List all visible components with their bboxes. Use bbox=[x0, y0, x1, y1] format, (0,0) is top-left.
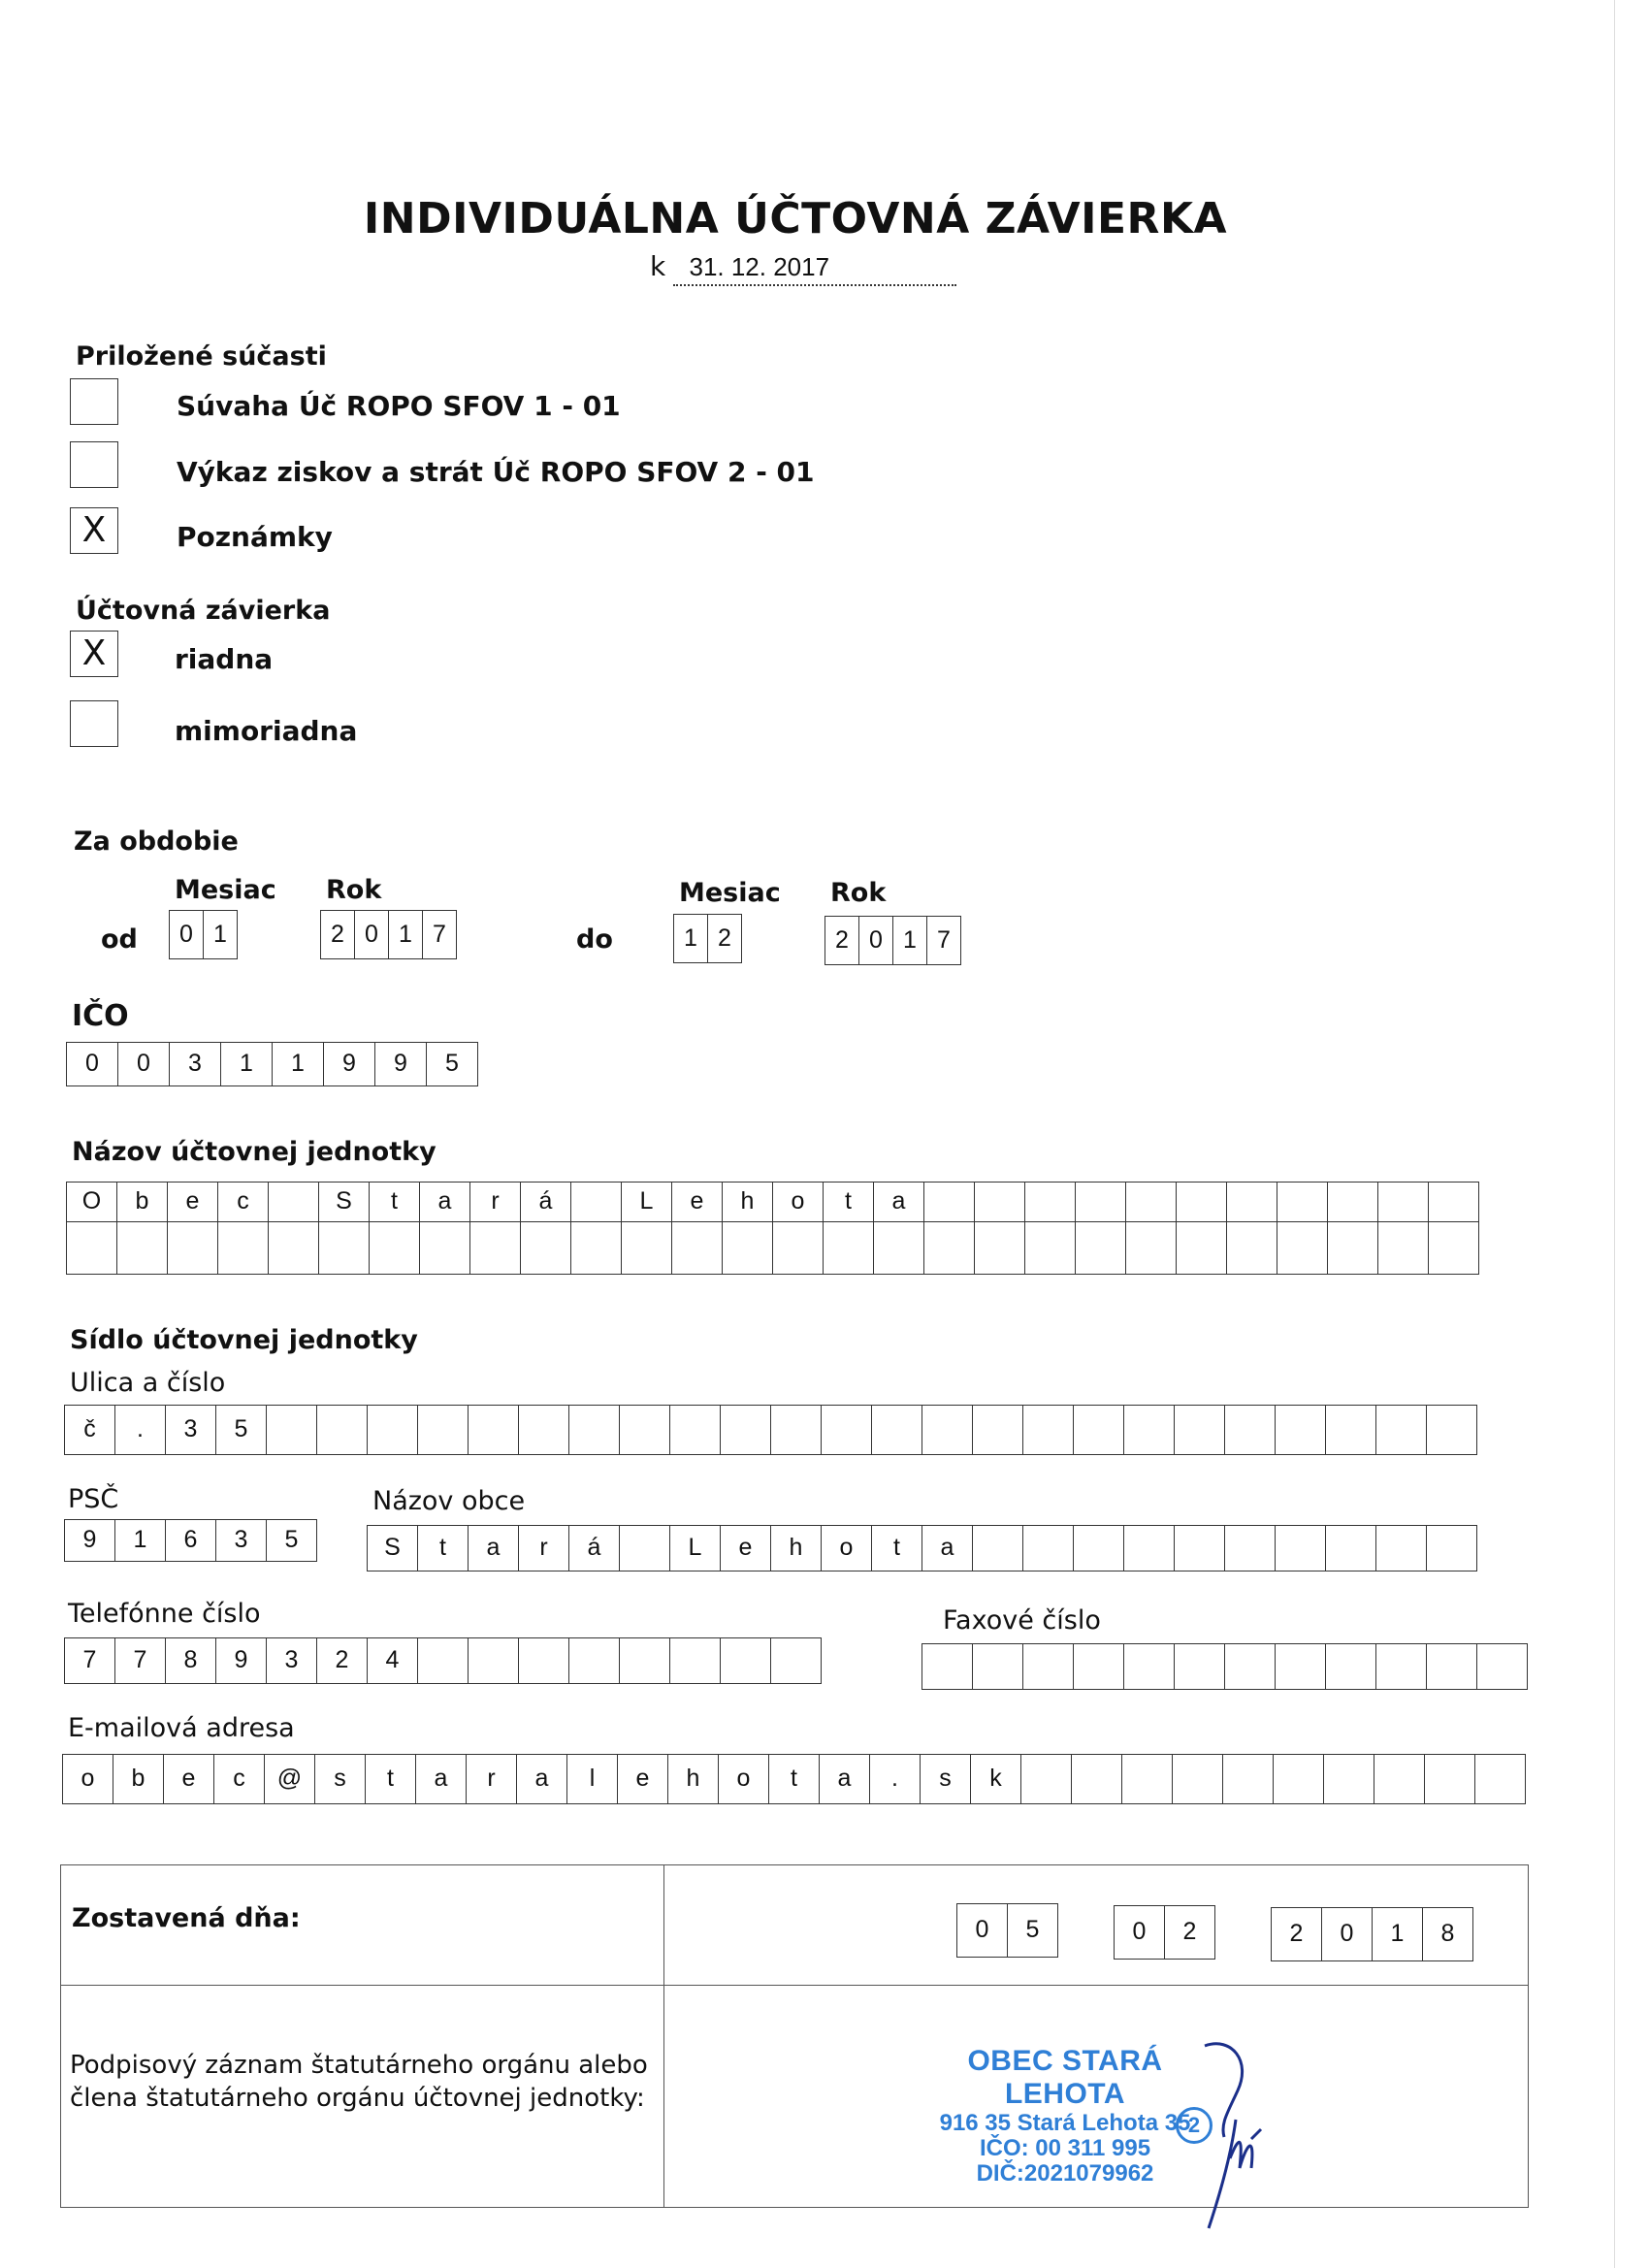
city-field[interactable] bbox=[367, 1525, 1477, 1571]
char-cell: 3 bbox=[267, 1638, 317, 1683]
checkbox-income-statement[interactable] bbox=[70, 441, 118, 488]
char-cell bbox=[822, 1406, 872, 1454]
checkbox-notes[interactable]: X bbox=[70, 507, 118, 554]
char-cell: l bbox=[567, 1755, 618, 1803]
char-cell: t bbox=[370, 1183, 420, 1221]
char-cell bbox=[267, 1406, 317, 1454]
char-cell bbox=[670, 1406, 721, 1454]
street-label: Ulica a číslo bbox=[70, 1368, 226, 1398]
char-cell bbox=[470, 1222, 521, 1274]
char-cell: 1 bbox=[1373, 1908, 1423, 1960]
char-cell: 2 bbox=[708, 915, 742, 962]
char-cell bbox=[620, 1638, 670, 1683]
char-cell bbox=[1177, 1222, 1227, 1274]
char-cell bbox=[1173, 1755, 1223, 1803]
income-statement-label: Výkaz ziskov a strát Úč ROPO SFOV 2 - 01 bbox=[177, 456, 815, 488]
char-cell bbox=[872, 1406, 922, 1454]
char-cell: 0 bbox=[859, 917, 893, 964]
char-cell: 1 bbox=[221, 1043, 273, 1085]
char-cell bbox=[924, 1183, 975, 1221]
char-cell: 2 bbox=[1272, 1908, 1322, 1960]
psc-label: PSČ bbox=[68, 1484, 119, 1514]
char-cell bbox=[418, 1406, 469, 1454]
to-month-label: Mesiac bbox=[679, 878, 781, 908]
char-cell bbox=[469, 1638, 519, 1683]
email-field[interactable] bbox=[62, 1754, 1526, 1804]
stamp-line-2: 916 35 Stará Lehota 35 bbox=[939, 2110, 1191, 2136]
char-cell bbox=[975, 1183, 1025, 1221]
compiled-year-field[interactable] bbox=[1271, 1907, 1473, 1961]
char-cell: t bbox=[769, 1755, 820, 1803]
char-cell: 0 bbox=[1322, 1908, 1373, 1960]
char-cell: 9 bbox=[324, 1043, 375, 1085]
char-cell bbox=[1378, 1183, 1429, 1221]
notes-label: Poznámky bbox=[177, 521, 333, 553]
char-cell bbox=[1122, 1755, 1173, 1803]
from-year-field[interactable] bbox=[320, 910, 457, 959]
char-cell bbox=[1326, 1526, 1376, 1571]
char-cell bbox=[269, 1183, 319, 1221]
char-cell bbox=[1177, 1183, 1227, 1221]
char-cell bbox=[1276, 1406, 1326, 1454]
char-cell bbox=[319, 1222, 370, 1274]
char-cell bbox=[519, 1406, 569, 1454]
char-cell: a bbox=[874, 1183, 924, 1221]
char-cell: S bbox=[319, 1183, 370, 1221]
char-cell: 2 bbox=[1165, 1906, 1215, 1959]
char-cell: 0 bbox=[1115, 1906, 1165, 1959]
char-cell: . bbox=[115, 1406, 166, 1454]
char-cell bbox=[723, 1222, 773, 1274]
city-label: Názov obce bbox=[372, 1486, 526, 1516]
char-cell bbox=[824, 1222, 874, 1274]
char-cell: 0 bbox=[170, 911, 204, 958]
char-cell bbox=[973, 1526, 1023, 1571]
char-cell bbox=[1023, 1644, 1074, 1689]
stamp-number-circle: 2 bbox=[1176, 2107, 1212, 2144]
balance-sheet-label: Súvaha Úč ROPO SFOV 1 - 01 bbox=[177, 390, 621, 422]
stamp-line-4: DIČ:2021079962 bbox=[976, 2160, 1154, 2187]
char-cell: s bbox=[921, 1755, 971, 1803]
char-cell bbox=[622, 1222, 672, 1274]
char-cell bbox=[269, 1222, 319, 1274]
char-cell bbox=[519, 1638, 569, 1683]
seat-heading: Sídlo účtovnej jednotky bbox=[70, 1325, 418, 1355]
char-cell bbox=[973, 1644, 1023, 1689]
char-cell: a bbox=[820, 1755, 870, 1803]
fax-label: Faxové číslo bbox=[943, 1605, 1101, 1636]
date-prefix: k bbox=[650, 250, 666, 282]
char-cell bbox=[521, 1222, 571, 1274]
char-cell: r bbox=[519, 1526, 569, 1571]
char-cell: b bbox=[117, 1183, 168, 1221]
to-year-label: Rok bbox=[830, 878, 887, 908]
char-cell: č bbox=[65, 1406, 115, 1454]
char-cell bbox=[620, 1526, 670, 1571]
char-cell: 0 bbox=[67, 1043, 118, 1085]
char-cell bbox=[1076, 1183, 1126, 1221]
char-cell: h bbox=[723, 1183, 773, 1221]
period-heading: Za obdobie bbox=[74, 826, 239, 857]
char-cell bbox=[975, 1222, 1025, 1274]
char-cell: 1 bbox=[115, 1520, 166, 1561]
char-cell bbox=[1076, 1222, 1126, 1274]
char-cell bbox=[771, 1406, 822, 1454]
ico-field[interactable] bbox=[66, 1042, 478, 1086]
char-cell bbox=[771, 1638, 822, 1683]
char-cell bbox=[569, 1638, 620, 1683]
char-cell: a bbox=[420, 1183, 470, 1221]
char-cell bbox=[1225, 1644, 1276, 1689]
char-cell: e bbox=[721, 1526, 771, 1571]
char-cell: 0 bbox=[355, 911, 389, 958]
stamp-line-3: IČO: 00 311 995 bbox=[979, 2135, 1151, 2161]
char-cell bbox=[1074, 1644, 1124, 1689]
char-cell: h bbox=[771, 1526, 822, 1571]
char-cell bbox=[569, 1406, 620, 1454]
char-cell bbox=[1276, 1526, 1326, 1571]
char-cell bbox=[1175, 1406, 1225, 1454]
char-cell bbox=[1429, 1183, 1479, 1221]
char-cell: a bbox=[922, 1526, 973, 1571]
char-cell bbox=[1021, 1755, 1072, 1803]
char-cell: e bbox=[672, 1183, 723, 1221]
stamp-line-1: OBEC STARÁ LEHOTA bbox=[967, 2045, 1163, 2110]
char-cell bbox=[218, 1222, 269, 1274]
signature-label-line-1: Podpisový záznam štatutárneho orgánu alebo bbox=[70, 2051, 648, 2080]
signature-stroke-tail bbox=[1209, 2120, 1236, 2228]
char-cell bbox=[469, 1406, 519, 1454]
char-cell bbox=[1072, 1755, 1122, 1803]
char-cell bbox=[1124, 1526, 1175, 1571]
char-cell: 1 bbox=[674, 915, 708, 962]
char-cell: 2 bbox=[321, 911, 355, 958]
char-cell bbox=[1328, 1183, 1378, 1221]
char-cell bbox=[1225, 1526, 1276, 1571]
closing-type-heading: Účtovná závierka bbox=[76, 596, 331, 626]
handwritten-signature bbox=[1116, 2023, 1271, 2246]
char-cell: a bbox=[517, 1755, 567, 1803]
char-cell: 0 bbox=[957, 1904, 1008, 1957]
char-cell bbox=[1374, 1755, 1425, 1803]
char-cell: c bbox=[218, 1183, 269, 1221]
char-cell bbox=[1223, 1755, 1274, 1803]
email-label: E-mailová adresa bbox=[68, 1713, 295, 1743]
psc-field[interactable] bbox=[64, 1519, 317, 1562]
char-cell bbox=[1477, 1644, 1528, 1689]
phone-field[interactable] bbox=[64, 1637, 822, 1684]
attachments-heading: Priložené súčasti bbox=[76, 341, 327, 372]
extraordinary-label: mimoriadna bbox=[175, 715, 358, 747]
char-cell bbox=[1425, 1755, 1475, 1803]
char-cell: 5 bbox=[216, 1406, 267, 1454]
char-cell bbox=[1274, 1755, 1324, 1803]
char-cell: 9 bbox=[375, 1043, 427, 1085]
char-cell: k bbox=[971, 1755, 1021, 1803]
char-cell: 5 bbox=[267, 1520, 317, 1561]
char-cell: t bbox=[872, 1526, 922, 1571]
char-cell: 5 bbox=[1008, 1904, 1058, 1957]
char-cell bbox=[1175, 1526, 1225, 1571]
char-cell: a bbox=[469, 1526, 519, 1571]
char-cell: O bbox=[67, 1183, 117, 1221]
char-cell: . bbox=[870, 1755, 921, 1803]
char-cell bbox=[1427, 1526, 1477, 1571]
char-cell: L bbox=[670, 1526, 721, 1571]
scan-edge bbox=[1614, 0, 1615, 2268]
char-cell bbox=[670, 1638, 721, 1683]
char-cell bbox=[1023, 1526, 1074, 1571]
char-cell bbox=[1376, 1406, 1427, 1454]
from-month-label: Mesiac bbox=[175, 875, 276, 905]
char-cell: t bbox=[366, 1755, 416, 1803]
char-cell: r bbox=[467, 1755, 517, 1803]
to-label: do bbox=[576, 924, 613, 955]
char-cell: t bbox=[824, 1183, 874, 1221]
char-cell: s bbox=[315, 1755, 366, 1803]
char-cell bbox=[1227, 1183, 1277, 1221]
char-cell bbox=[571, 1183, 622, 1221]
char-cell: á bbox=[569, 1526, 620, 1571]
closing-date bbox=[650, 250, 956, 286]
char-cell: a bbox=[416, 1755, 467, 1803]
char-cell: 1 bbox=[389, 911, 423, 958]
char-cell: 1 bbox=[893, 917, 927, 964]
char-cell bbox=[117, 1222, 168, 1274]
signature-label bbox=[70, 2049, 648, 2115]
char-cell: c bbox=[214, 1755, 265, 1803]
char-cell bbox=[1225, 1406, 1276, 1454]
signature-label-line-2: člena štatutárneho orgánu účtovnej jednotky: bbox=[70, 2084, 645, 2113]
char-cell bbox=[1124, 1406, 1175, 1454]
unit-name-row-2[interactable] bbox=[66, 1222, 1479, 1275]
char-cell bbox=[1025, 1222, 1076, 1274]
char-cell bbox=[370, 1222, 420, 1274]
char-cell: 0 bbox=[118, 1043, 170, 1085]
fax-field[interactable] bbox=[922, 1643, 1528, 1690]
compiled-day-field[interactable] bbox=[956, 1903, 1058, 1958]
char-cell bbox=[1126, 1183, 1177, 1221]
char-cell: e bbox=[168, 1183, 218, 1221]
char-cell bbox=[1328, 1222, 1378, 1274]
phone-label: Telefónne číslo bbox=[68, 1599, 261, 1629]
char-cell bbox=[1124, 1644, 1175, 1689]
char-cell bbox=[1378, 1222, 1429, 1274]
char-cell: 4 bbox=[368, 1638, 418, 1683]
checkbox-extraordinary[interactable] bbox=[70, 700, 118, 747]
document-title: INDIVIDUÁLNA ÚČTOVNÁ ZÁVIERKA bbox=[363, 194, 1228, 243]
char-cell bbox=[922, 1406, 973, 1454]
char-cell: 6 bbox=[166, 1520, 216, 1561]
char-cell: 3 bbox=[216, 1520, 267, 1561]
char-cell: 7 bbox=[423, 911, 457, 958]
unit-name-label: Názov účtovnej jednotky bbox=[72, 1137, 436, 1167]
char-cell: t bbox=[418, 1526, 469, 1571]
compiled-month-field[interactable] bbox=[1114, 1905, 1215, 1960]
date-value: 31. 12. 2017 bbox=[673, 252, 956, 286]
ico-label: IČO bbox=[72, 999, 129, 1033]
compiled-label: Zostavená dňa: bbox=[72, 1903, 301, 1933]
char-cell bbox=[672, 1222, 723, 1274]
from-month-field[interactable] bbox=[169, 910, 238, 959]
char-cell bbox=[1227, 1222, 1277, 1274]
char-cell bbox=[721, 1638, 771, 1683]
char-cell bbox=[924, 1222, 975, 1274]
char-cell bbox=[1429, 1222, 1479, 1274]
char-cell: e bbox=[164, 1755, 214, 1803]
char-cell: 7 bbox=[115, 1638, 166, 1683]
char-cell bbox=[1074, 1406, 1124, 1454]
char-cell: o bbox=[822, 1526, 872, 1571]
checkbox-balance-sheet[interactable] bbox=[70, 378, 118, 425]
checkbox-regular[interactable]: X bbox=[70, 631, 118, 677]
char-cell: 8 bbox=[1423, 1908, 1473, 1960]
char-cell: 1 bbox=[273, 1043, 324, 1085]
char-cell bbox=[620, 1406, 670, 1454]
char-cell bbox=[1074, 1526, 1124, 1571]
street-field[interactable] bbox=[64, 1405, 1477, 1455]
char-cell bbox=[721, 1406, 771, 1454]
char-cell bbox=[1326, 1644, 1376, 1689]
bottom-divider-vertical bbox=[663, 1864, 664, 2208]
char-cell bbox=[1277, 1222, 1328, 1274]
from-label: od bbox=[101, 924, 138, 955]
regular-label: riadna bbox=[175, 643, 274, 675]
char-cell: 2 bbox=[825, 917, 859, 964]
bottom-divider-horizontal bbox=[60, 1985, 1529, 1986]
char-cell bbox=[368, 1406, 418, 1454]
to-year-field[interactable] bbox=[824, 916, 961, 965]
char-cell bbox=[420, 1222, 470, 1274]
char-cell: 2 bbox=[317, 1638, 368, 1683]
char-cell: 1 bbox=[204, 911, 238, 958]
char-cell: @ bbox=[265, 1755, 315, 1803]
char-cell: 7 bbox=[65, 1638, 115, 1683]
to-month-field[interactable] bbox=[673, 914, 742, 963]
char-cell bbox=[1025, 1183, 1076, 1221]
char-cell: 9 bbox=[65, 1520, 115, 1561]
from-year-label: Rok bbox=[326, 875, 382, 905]
char-cell bbox=[1324, 1755, 1374, 1803]
char-cell bbox=[1277, 1183, 1328, 1221]
char-cell: 3 bbox=[170, 1043, 221, 1085]
char-cell: á bbox=[521, 1183, 571, 1221]
char-cell: 8 bbox=[166, 1638, 216, 1683]
char-cell bbox=[571, 1222, 622, 1274]
char-cell: 9 bbox=[216, 1638, 267, 1683]
char-cell bbox=[1475, 1755, 1526, 1803]
char-cell bbox=[1427, 1644, 1477, 1689]
char-cell bbox=[1023, 1406, 1074, 1454]
char-cell bbox=[1175, 1644, 1225, 1689]
char-cell: 5 bbox=[427, 1043, 478, 1085]
char-cell bbox=[1376, 1644, 1427, 1689]
char-cell bbox=[973, 1406, 1023, 1454]
char-cell bbox=[67, 1222, 117, 1274]
char-cell bbox=[1427, 1406, 1477, 1454]
char-cell bbox=[317, 1406, 368, 1454]
char-cell: o bbox=[63, 1755, 113, 1803]
char-cell: S bbox=[368, 1526, 418, 1571]
char-cell bbox=[168, 1222, 218, 1274]
char-cell bbox=[773, 1222, 824, 1274]
char-cell bbox=[1376, 1526, 1427, 1571]
char-cell: b bbox=[113, 1755, 164, 1803]
char-cell bbox=[874, 1222, 924, 1274]
unit-name-row-1[interactable] bbox=[66, 1182, 1479, 1222]
char-cell: o bbox=[719, 1755, 769, 1803]
char-cell bbox=[1326, 1406, 1376, 1454]
char-cell bbox=[1276, 1644, 1326, 1689]
char-cell: o bbox=[773, 1183, 824, 1221]
char-cell bbox=[418, 1638, 469, 1683]
char-cell bbox=[922, 1644, 973, 1689]
char-cell: r bbox=[470, 1183, 521, 1221]
char-cell bbox=[1126, 1222, 1177, 1274]
char-cell: 3 bbox=[166, 1406, 216, 1454]
char-cell: L bbox=[622, 1183, 672, 1221]
char-cell: e bbox=[618, 1755, 668, 1803]
char-cell: h bbox=[668, 1755, 719, 1803]
char-cell: 7 bbox=[927, 917, 961, 964]
